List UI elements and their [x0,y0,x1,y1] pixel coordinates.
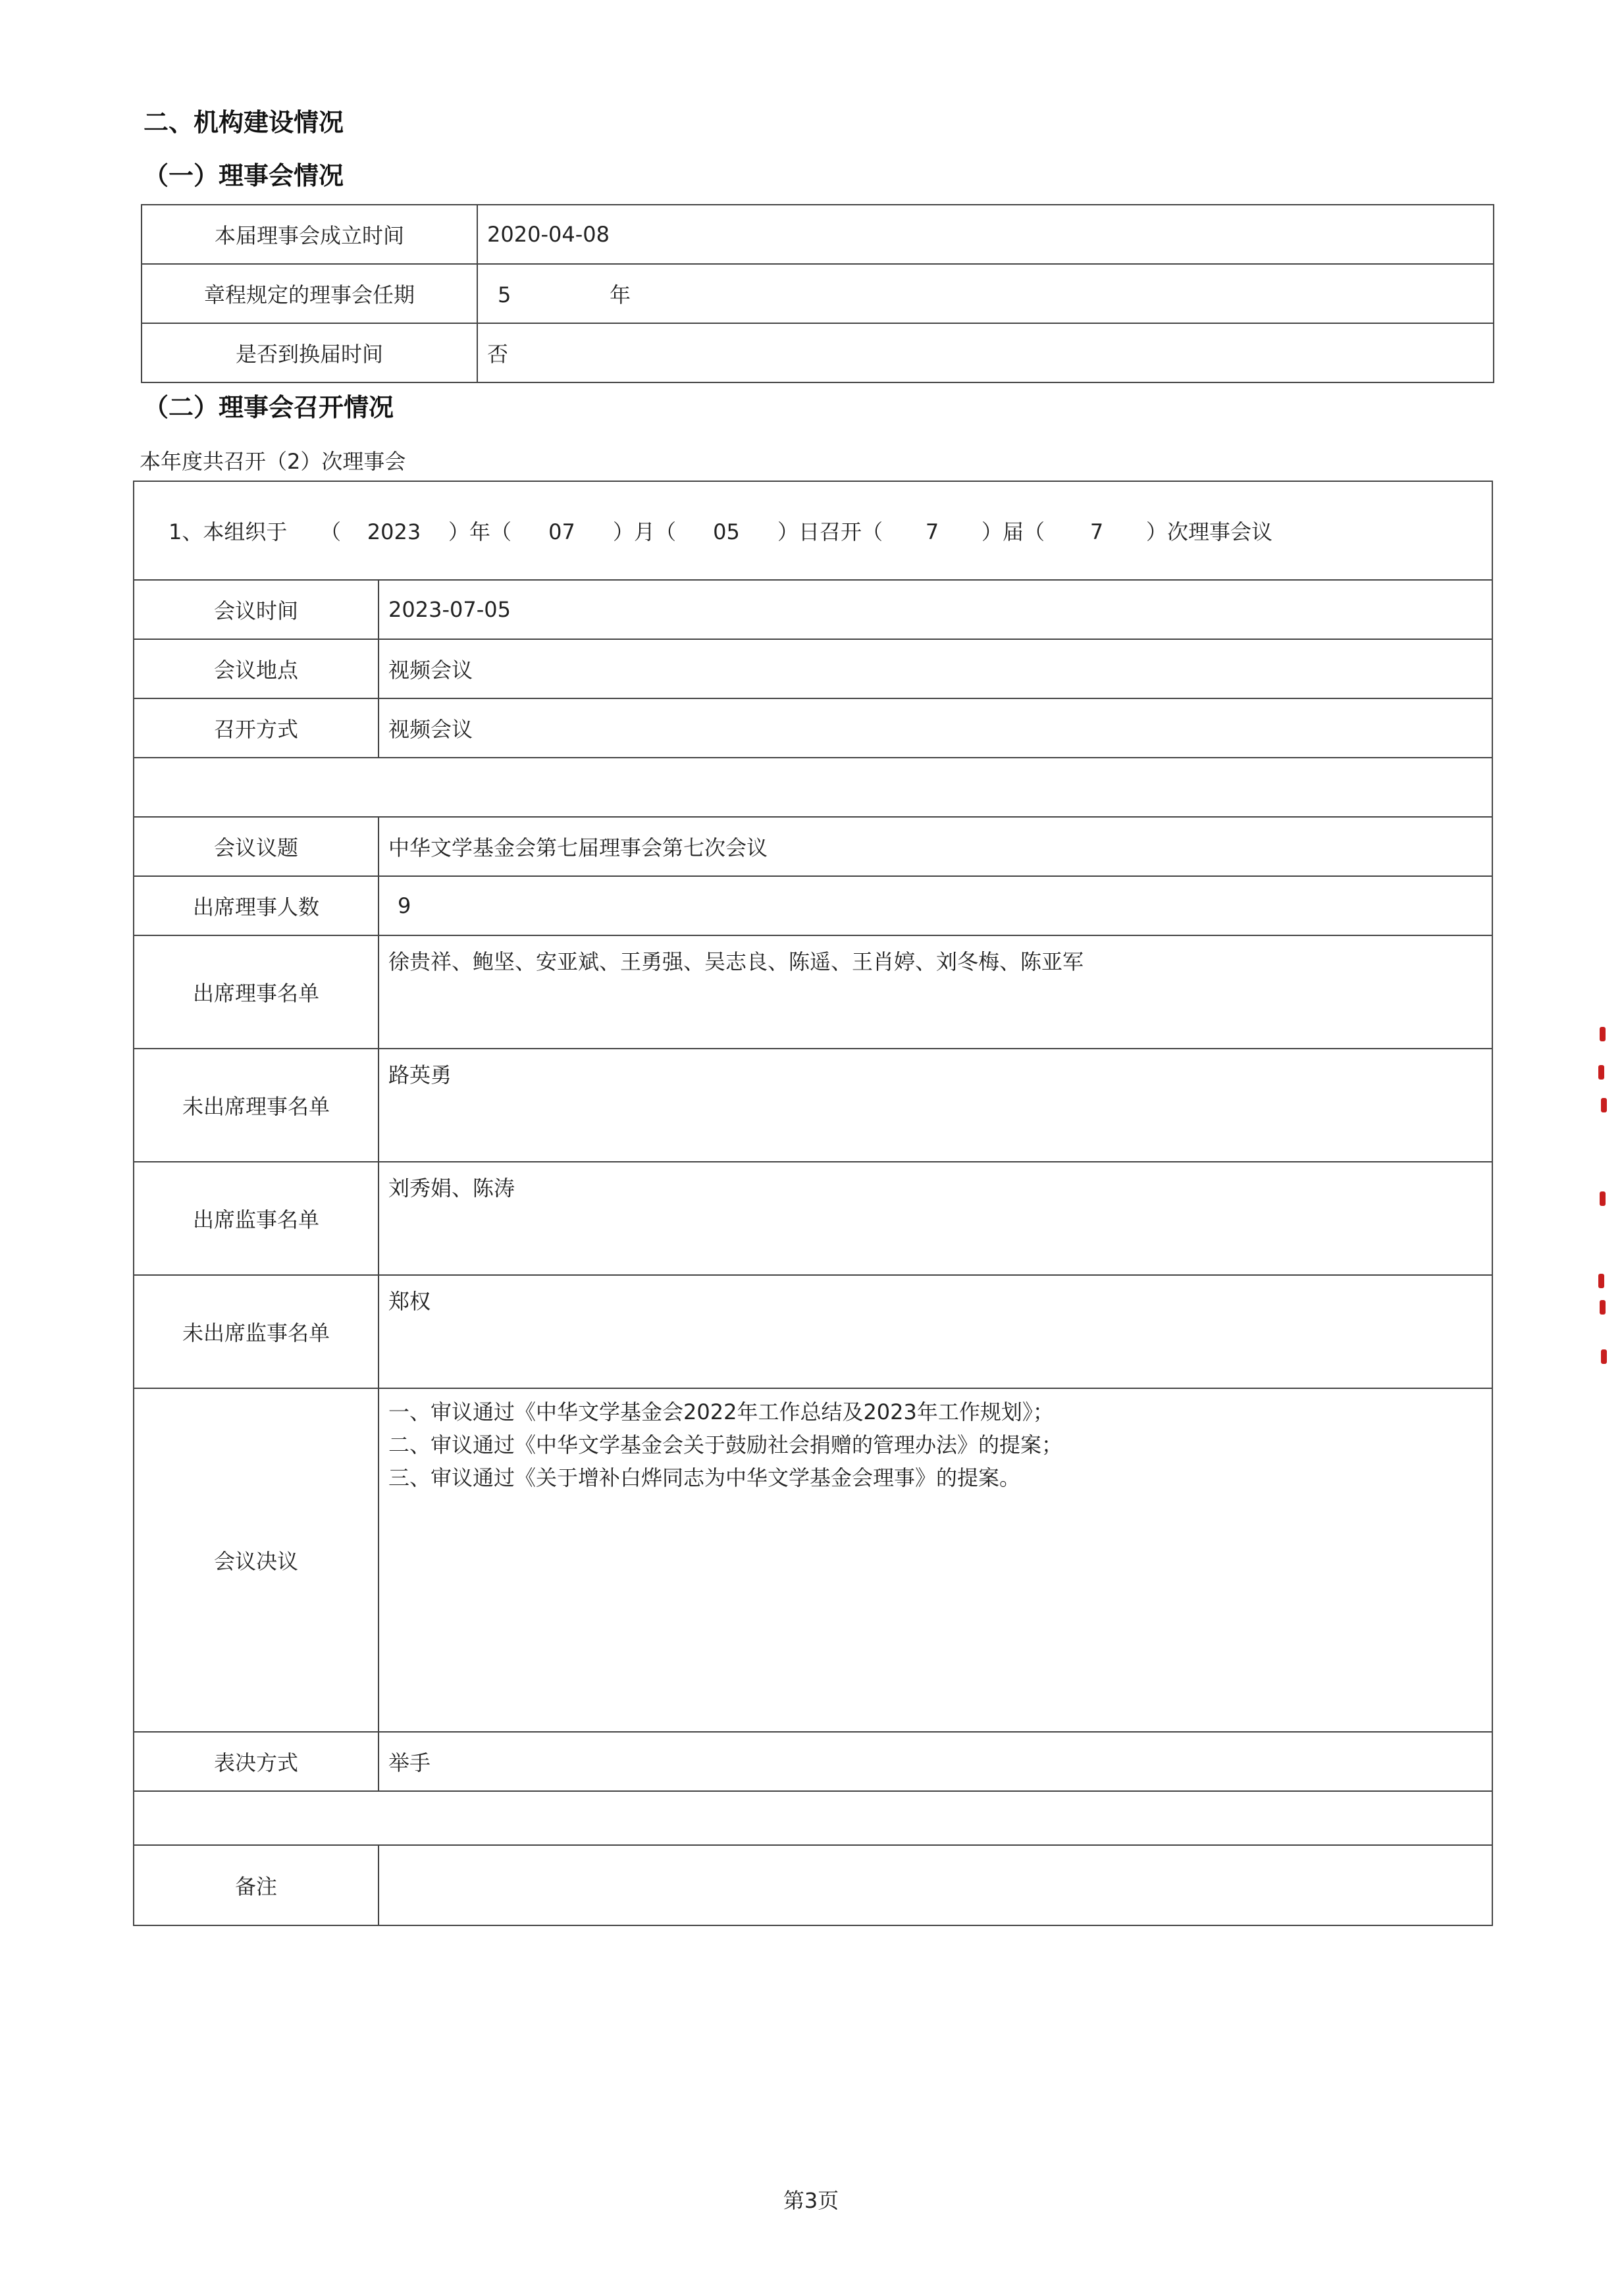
header-count-unit: ）次理事会议 [1146,519,1273,544]
header-count: 7 [1089,519,1104,544]
resolution-item-2: 二、审议通过《中华文学基金会关于鼓励社会捐赠的管理办法》的提案； [388,1432,1063,1457]
resolution-item-3: 三、审议通过《关于增补白烨同志为中华文学基金会理事》的提案。 [388,1465,1021,1490]
blank-row-2 [134,1791,1492,1845]
resolution-label: 会议决议 [134,1388,379,1732]
mode-label: 召开方式 [134,698,379,758]
supervisors-absent-label: 未出席监事名单 [134,1275,379,1388]
section-title: 二、机构建设情况 [144,108,344,137]
due-value: 否 [477,323,1494,382]
present-list-value: 徐贵祥、鲍坚、安亚斌、王勇强、吴志良、陈遥、王肖婷、刘冬梅、陈亚军 [379,935,1492,1049]
term-value: 5 [498,282,511,307]
topic-row [134,817,1492,876]
resolution-list [379,1388,1492,1732]
term-label: 章程规定的理事会任期 [142,264,477,323]
topic-value: 中华文学基金会第七届理事会第七次会议 [379,817,1492,876]
supervisors-present-row [134,1162,1492,1275]
due-row [142,323,1494,382]
present-count-value: 9 [379,876,1492,935]
supervisors-present-value: 刘秀娟、陈涛 [379,1162,1492,1275]
blank-cell [134,758,1492,817]
established-label: 本届理事会成立时间 [142,205,477,264]
meetings-summary: 本年度共召开（2）次理事会 [140,449,406,474]
board-info-table [141,204,1494,383]
board-subtitle: （一）理事会情况 [144,161,344,190]
topic-label: 会议议题 [134,817,379,876]
due-label: 是否到换届时间 [142,323,477,382]
term-cell [477,264,1494,323]
meeting-header: 1、本组织于 （ 2023 ）年（ 07 ）月（ 05 ）日召开（ 7 ）届（ 7 ）次理事会议 [134,481,1492,580]
header-month: 07 [548,519,575,544]
resolution-item-1: 一、审议通过《中华文学基金会2022年工作总结及2023年工作规划》； [388,1399,1054,1424]
header-month-unit: ）月（ [613,519,677,544]
vote-label: 表决方式 [134,1732,379,1791]
term-unit: 年 [610,282,631,307]
meeting-header-row [134,481,1492,580]
place-row [134,639,1492,698]
header-year: 2023 [367,519,421,544]
supervisors-absent-row [134,1275,1492,1388]
header-day-unit: ）日召开（ [777,519,883,544]
absent-list-value: 路英勇 [379,1049,1492,1162]
header-day: 05 [713,519,740,544]
established-value: 2020-04-08 [477,205,1494,264]
present-count-label: 出席理事人数 [134,876,379,935]
supervisors-absent-value: 郑权 [379,1275,1492,1388]
meeting-subtitle: （二）理事会召开情况 [144,393,394,422]
place-label: 会议地点 [134,639,379,698]
blank-cell-2 [134,1791,1492,1845]
stamp-mark [1600,1300,1606,1315]
stamp-mark [1601,1098,1607,1112]
blank-row [134,758,1492,817]
vote-row [134,1732,1492,1791]
time-value: 2023-07-05 [379,580,1492,639]
page-number: 第3页 [783,2188,839,2213]
place-value: 视频会议 [379,639,1492,698]
remark-row [134,1845,1492,1925]
stamp-mark [1598,1274,1604,1288]
vote-value: 举手 [379,1732,1492,1791]
present-count-row [134,876,1492,935]
stamp-mark [1600,1191,1606,1206]
stamp-mark [1600,1027,1606,1041]
meeting-table [133,481,1493,1926]
time-row [134,580,1492,639]
header-session: 7 [925,519,939,544]
remark-label: 备注 [134,1845,379,1925]
time-label: 会议时间 [134,580,379,639]
header-session-unit: ）届（ [981,519,1045,544]
header-year-unit: ）年（ [448,519,512,544]
term-row [142,264,1494,323]
present-list-label: 出席理事名单 [134,935,379,1049]
stamp-mark [1598,1065,1604,1080]
remark-value [379,1845,1492,1925]
header-prefix: 1、本组织于 [169,519,288,544]
established-row [142,205,1494,264]
mode-value: 视频会议 [379,698,1492,758]
absent-list-label: 未出席理事名单 [134,1049,379,1162]
present-list-row [134,935,1492,1049]
resolution-row [134,1388,1492,1732]
supervisors-present-label: 出席监事名单 [134,1162,379,1275]
stamp-mark [1601,1349,1607,1364]
mode-row [134,698,1492,758]
absent-list-row [134,1049,1492,1162]
